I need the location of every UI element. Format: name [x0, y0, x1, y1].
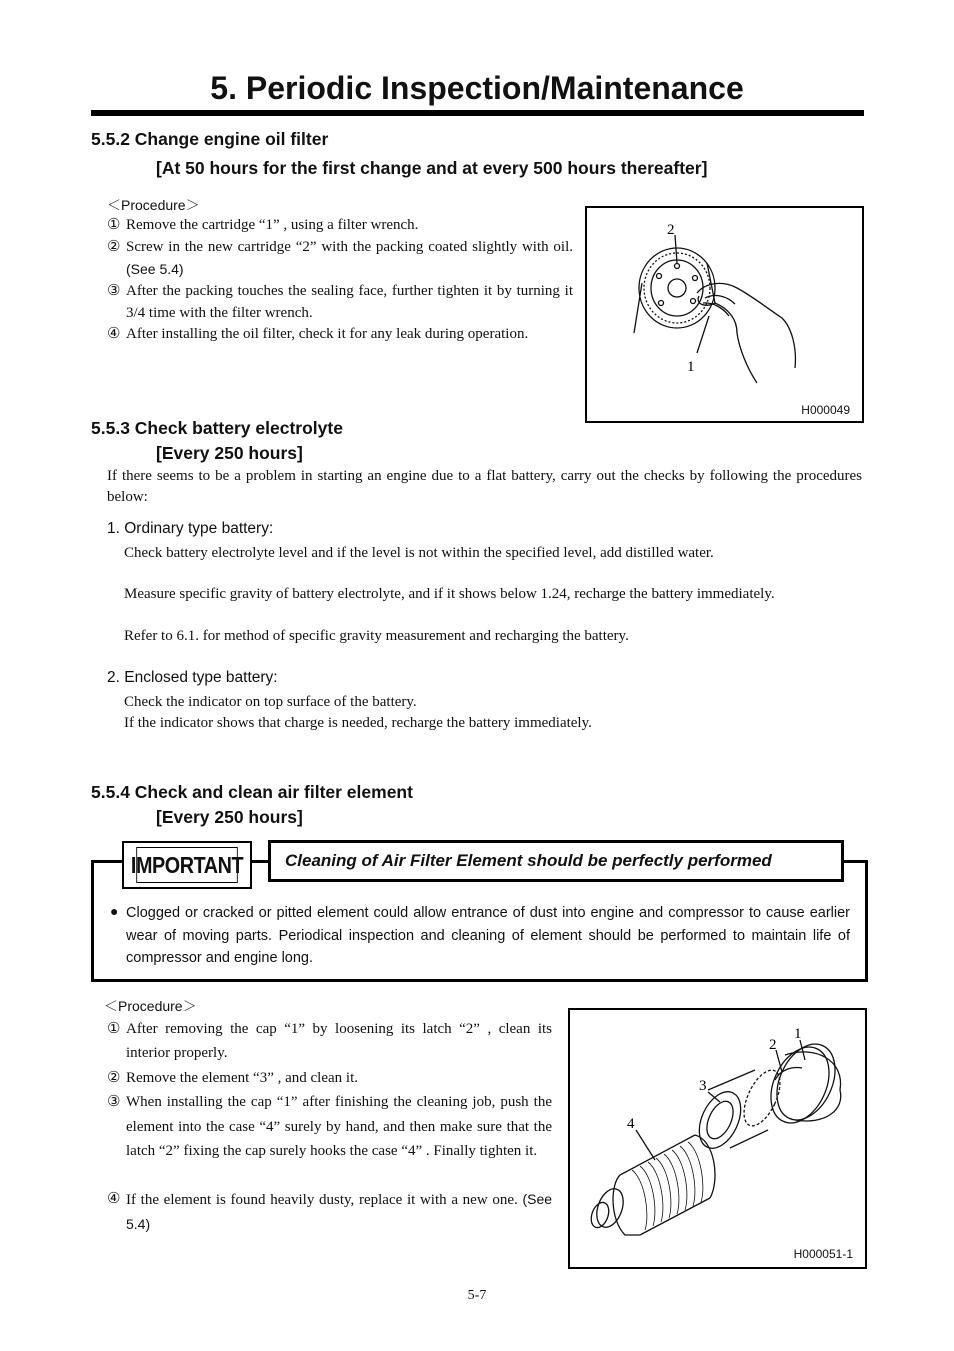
- bullet-icon: ●: [110, 905, 119, 920]
- ordinary-p1: Check battery electrolyte level and if the level is not within the specified level, add distilled water.: [124, 545, 714, 561]
- see-reference: (See 5.4): [126, 260, 184, 277]
- step-number: ③: [107, 1094, 121, 1110]
- step-552-1: [107, 215, 573, 237]
- step-text: After removing the cap “1” by loosening its latch “2” , clean its interior properly.: [126, 1021, 552, 1061]
- step-number: ④: [107, 326, 121, 342]
- section-heading-554: 5.5.4 Check and clean air filter element: [91, 782, 413, 802]
- enclosed-battery-heading: 2. Enclosed type battery:: [107, 669, 278, 686]
- callout-3: 3: [699, 1078, 707, 1094]
- step-552-4: [107, 324, 573, 346]
- step-text: Remove the cartridge “1” , using a filter wrench.: [126, 217, 419, 233]
- step-number: ②: [107, 1070, 121, 1086]
- oil-filter-illustration: [587, 208, 862, 421]
- figure-code: H000051-1: [793, 1247, 853, 1261]
- step-number: ④: [107, 1191, 121, 1207]
- step-number: ③: [107, 283, 121, 299]
- step-number: ①: [107, 1021, 121, 1037]
- callout-4: 4: [627, 1116, 635, 1132]
- ordinary-p2: Measure specific gravity of battery electrolyte, and if it shows below 1.24, recharge the battery immediately.: [124, 586, 775, 602]
- step-text: Remove the element “3” , and clean it.: [126, 1070, 358, 1086]
- enclosed-p1: Check the indicator on top surface of the battery.: [124, 694, 417, 710]
- step-number: ①: [107, 217, 121, 233]
- oil-filter-figure: [585, 206, 864, 423]
- enclosed-p2: If the indicator shows that charge is needed, recharge the battery immediately.: [124, 715, 592, 731]
- step-552-3: [107, 281, 573, 324]
- page-title: 5. Periodic Inspection/Maintenance: [210, 70, 744, 106]
- section-heading-553: 5.5.3 Check battery electrolyte: [91, 418, 343, 438]
- step-554-3: [107, 1090, 552, 1164]
- callout-1: 1: [794, 1026, 802, 1042]
- step-text: If the element is found heavily dusty, replace it with a new one.: [126, 1192, 518, 1208]
- section-heading-552: 5.5.2 Change engine oil filter: [91, 129, 329, 149]
- step-554-4: [107, 1187, 553, 1237]
- air-filter-illustration: [570, 1010, 865, 1267]
- battery-intro: If there seems to be a problem in starting an engine due to a flat battery, carry out the checks by following the procedures below:: [107, 468, 862, 505]
- procedure-label-554: ＜Procedure＞: [104, 998, 197, 1014]
- step-text: After the packing touches the sealing face, further tighten it by turning it 3/4 time with the filter wrench.: [126, 283, 573, 321]
- important-badge: [122, 841, 252, 889]
- see-reference: (See 5.4): [126, 1191, 553, 1232]
- step-text: After installing the oil filter, check it for any leak during operation.: [126, 326, 529, 342]
- procedure-label-552: ＜Procedure＞: [107, 197, 200, 213]
- section-interval-553: [Every 250 hours]: [156, 443, 303, 463]
- callout-2: 2: [769, 1037, 777, 1053]
- figure-code: H000049: [801, 403, 850, 417]
- step-554-1: [107, 1017, 552, 1065]
- section-interval-552: [At 50 hours for the first change and at every 500 hours thereafter]: [156, 158, 708, 178]
- title-rule: [91, 110, 864, 116]
- air-filter-figure: [568, 1008, 867, 1269]
- important-label: IMPORTANT: [136, 847, 237, 883]
- ordinary-p3: Refer to 6.1. for method of specific gravity measurement and recharging the battery.: [124, 628, 629, 644]
- step-text: When installing the cap “1” after finishing the cleaning job, push the element into the case “4” surely by hand, and then make sure that the latch “2” fixing the cap surely hooks the case “4” . Finally tighten it.: [126, 1094, 552, 1159]
- important-text: Clogged or cracked or pitted element could allow entrance of dust into engine and compressor to cause earlier wear of moving parts. Periodical inspection and cleaning of element should be performed to maintain life of compressor and engine long.: [126, 905, 850, 966]
- ordinary-battery-heading: 1. Ordinary type battery:: [107, 520, 274, 537]
- step-text: Screw in the new cartridge “2” with the packing coated slightly with oil.: [126, 239, 573, 255]
- important-caption: Cleaning of Air Filter Element should be perfectly performed: [268, 840, 844, 882]
- step-554-2: [107, 1066, 552, 1090]
- page-number: 5-7: [467, 1288, 487, 1303]
- step-number: ②: [107, 239, 121, 255]
- callout-2: 2: [667, 222, 675, 238]
- step-552-2: [107, 237, 573, 281]
- callout-1: 1: [687, 359, 695, 375]
- section-interval-554: [Every 250 hours]: [156, 807, 303, 827]
